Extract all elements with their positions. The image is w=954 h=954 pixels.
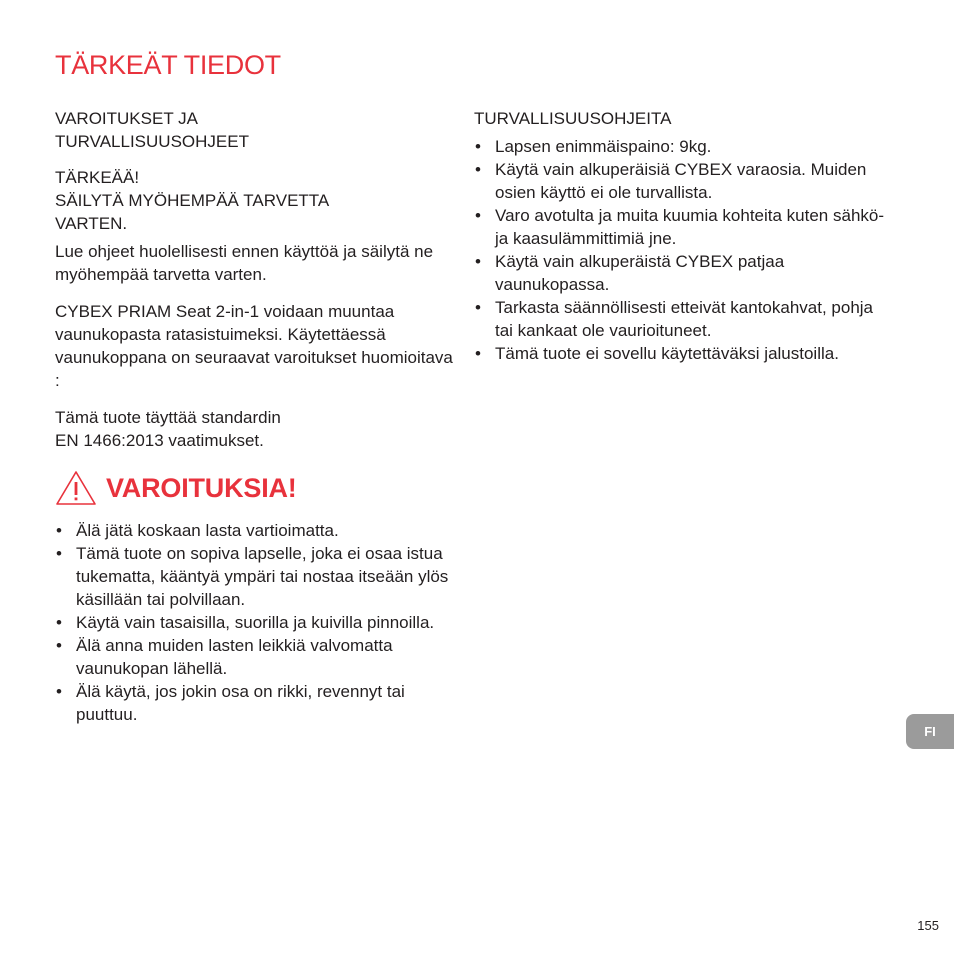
standard-compliance-paragraph: Tämä tuote täyttää standardin EN 1466:2013 vaatimukset.: [55, 408, 281, 450]
left-column: [55, 107, 455, 726]
warnings-safety-heading: VAROITUKSET JA TURVALLISUUSOHJEET: [55, 109, 249, 151]
important-keep-heading: TÄRKEÄÄ! SÄILYTÄ MYÖHEMPÄÄ TARVETTA VARTEN.: [55, 168, 330, 233]
safety-instructions-list: [474, 135, 894, 365]
list-item: • Käytä vain alkuperäisiä CYBEX varaosia. Muiden osien käyttö ei ole turvallista.: [475, 160, 867, 202]
read-instructions-paragraph: Lue ohjeet huolellisesti ennen käyttöä ja säilytä ne myöhempää tarvetta varten.: [55, 242, 434, 284]
list-item: • Tämä tuote on sopiva lapselle, joka ei osaa istua tukematta, kääntyä ympäri tai nostaa itseään ylös käsillään tai polvillaan.: [56, 544, 449, 609]
page-number: 155: [917, 918, 939, 933]
product-description-paragraph: CYBEX PRIAM Seat 2-in-1 voidaan muuntaa vaunukopasta ratasistuimeksi. Käytettäessä vaunukoppana on seuraavat varoitukset huomioitava :: [55, 302, 453, 390]
safety-instructions-heading: TURVALLISUUSOHJEITA: [474, 109, 672, 128]
list-item: • Lapsen enimmäispaino: 9kg.: [475, 137, 712, 156]
list-item: • Älä anna muiden lasten leikkiä valvomatta vaunukopan lähellä.: [56, 636, 393, 678]
page-title: TÄRKEÄT TIEDOT: [55, 50, 281, 80]
language-tab: FI: [906, 714, 954, 749]
list-item: • Käytä vain tasaisilla, suorilla ja kuivilla pinnoilla.: [56, 613, 435, 632]
warning-title: VAROITUKSIA!: [106, 472, 297, 503]
warning-triangle-icon: [55, 470, 97, 506]
list-item: • Älä jätä koskaan lasta vartioimatta.: [56, 521, 339, 540]
list-item: • Älä käytä, jos jokin osa on rikki, revennyt tai puuttuu.: [56, 682, 405, 724]
list-item: • Varo avotulta ja muita kuumia kohteita kuten sähkö- ja kaasulämmittimiä jne.: [475, 206, 885, 248]
warnings-list: [55, 519, 455, 726]
list-item: • Tämä tuote ei sovellu käytettäväksi jalustoilla.: [475, 344, 839, 363]
right-column: [474, 107, 894, 365]
list-item: • Tarkasta säännöllisesti etteivät kantokahvat, pohja tai kankaat ole vaurioituneet.: [475, 298, 874, 340]
warning-heading-row: [55, 470, 455, 506]
list-item: • Käytä vain alkuperäistä CYBEX patjaa vaunukopassa.: [475, 252, 785, 294]
